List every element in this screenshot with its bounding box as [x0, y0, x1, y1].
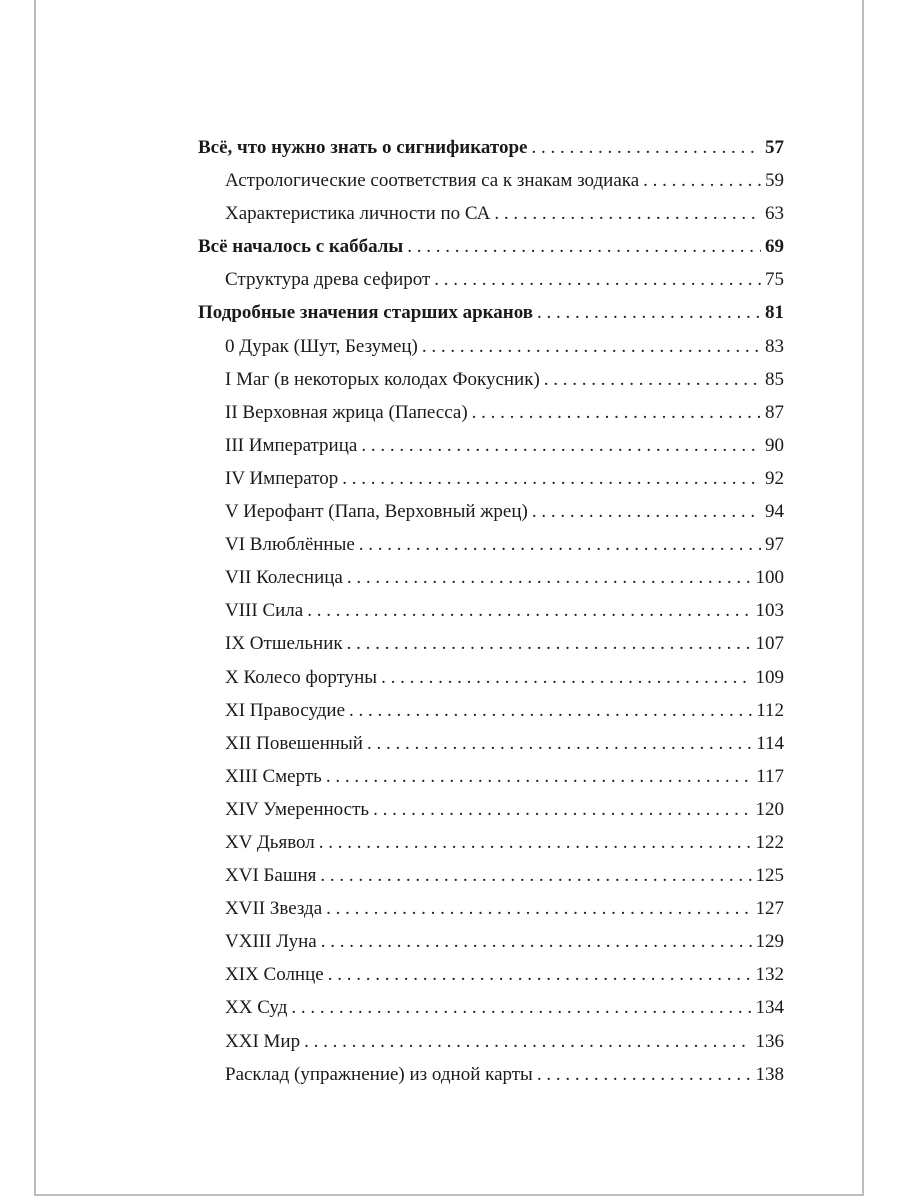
toc-subsection-entry	[198, 197, 784, 230]
toc-page-number: 57	[765, 137, 784, 158]
toc-subsection-entry	[198, 793, 784, 826]
toc-subsection-entry	[198, 429, 784, 462]
toc-page-number: 129	[755, 931, 784, 953]
toc-entry-title: Подробные значения старших арканов	[198, 302, 534, 324]
toc-subsection-entry	[198, 925, 784, 958]
toc-dot-leader	[349, 694, 752, 727]
toc-page-number: 136	[755, 1030, 784, 1052]
toc-dot-leader	[320, 859, 751, 892]
toc-page-number: 83	[765, 335, 784, 357]
toc-dot-leader	[307, 594, 751, 627]
toc-page-number: 59	[765, 170, 784, 192]
toc-entry-title: VXIII Луна	[225, 931, 317, 953]
toc-entry-title: XIX Солнце	[225, 964, 324, 986]
toc-subsection-entry	[198, 859, 784, 892]
toc-subsection-entry	[198, 263, 784, 296]
toc-subsection-entry	[198, 1058, 784, 1091]
toc-dot-leader	[342, 462, 761, 495]
toc-dot-leader	[407, 230, 761, 263]
toc-dot-leader	[347, 561, 752, 594]
toc-entry-title: XVI Башня	[225, 865, 317, 887]
toc-dot-leader	[381, 661, 751, 694]
toc-subsection-entry	[198, 528, 784, 561]
toc-page-number: 117	[756, 765, 784, 787]
toc-entry-title: XIII Смерть	[225, 765, 322, 787]
toc-dot-leader	[361, 429, 761, 462]
toc-page-number: 85	[765, 368, 784, 390]
toc-entry-title: III Императрица	[225, 434, 358, 456]
toc-dot-leader	[304, 1025, 751, 1058]
toc-entry-title: XXI Мир	[225, 1030, 301, 1052]
toc-dot-leader	[326, 892, 751, 925]
toc-page-number: 127	[755, 898, 784, 920]
toc-page-number: 75	[765, 269, 784, 291]
toc-subsection-entry	[198, 462, 784, 495]
toc-entry-title: II Верховная жрица (Папесса)	[225, 401, 468, 423]
toc-dot-leader	[472, 396, 761, 429]
toc-entry-title: Всё началось с каббалы	[198, 236, 404, 258]
toc-entry-title: XII Повешенный	[225, 732, 363, 754]
toc-dot-leader	[321, 925, 752, 958]
toc-dot-leader	[367, 727, 752, 760]
toc-page-number: 92	[765, 467, 784, 489]
toc-subsection-entry	[198, 330, 784, 363]
toc-page-number: 69	[765, 236, 784, 258]
toc-dot-leader	[319, 826, 752, 859]
toc-entry-title: Структура древа сефирот	[225, 269, 431, 291]
toc-section-entry	[198, 131, 784, 164]
toc-dot-leader	[291, 991, 751, 1024]
toc-subsection-entry	[198, 1025, 784, 1058]
toc-page-number: 100	[755, 567, 784, 589]
toc-dot-leader	[544, 363, 761, 396]
toc-entry-title: Характеристика личности по СА	[225, 203, 491, 225]
toc-page-number: 125	[755, 865, 784, 887]
toc-entry-title: XI Правосудие	[225, 699, 346, 721]
toc-page-number: 87	[765, 401, 784, 423]
toc-page-number: 81	[765, 302, 784, 324]
toc-entry-title: Всё, что нужно знать о сигнификаторе	[198, 137, 528, 158]
toc-subsection-entry	[198, 164, 784, 197]
toc-section-entry	[198, 230, 784, 263]
toc-subsection-entry	[198, 495, 784, 528]
toc-page-number: 122	[755, 831, 784, 853]
toc-entry-title: VIII Сила	[225, 600, 304, 622]
toc-page-number: 97	[765, 534, 784, 556]
toc-page-number: 138	[755, 1063, 784, 1085]
toc-page-number: 90	[765, 434, 784, 456]
toc-dot-leader	[328, 958, 752, 991]
toc-subsection-entry	[198, 561, 784, 594]
toc-page-number: 134	[755, 997, 784, 1019]
toc-dot-leader	[373, 793, 751, 826]
toc-entry-title: I Маг (в некоторых колодах Фокусник)	[225, 368, 540, 390]
toc-entry-title: Астрологические соответствия са к знакам зодиака	[225, 170, 640, 192]
toc-subsection-entry	[198, 363, 784, 396]
toc-dot-leader	[422, 330, 761, 363]
toc-dot-leader	[434, 263, 761, 296]
toc-subsection-entry	[198, 991, 784, 1024]
toc-subsection-entry	[198, 826, 784, 859]
toc-page-number: 94	[765, 501, 784, 523]
toc-page-number: 132	[755, 964, 784, 986]
toc-section-entry	[198, 296, 784, 329]
toc-subsection-entry	[198, 594, 784, 627]
toc-subsection-entry	[198, 694, 784, 727]
toc-subsection-entry	[198, 760, 784, 793]
toc-dot-leader	[532, 495, 761, 528]
toc-dot-leader	[531, 131, 761, 164]
toc-entry-title: XV Дьявол	[225, 831, 315, 853]
toc-page-number: 103	[755, 600, 784, 622]
toc-entry-title: VII Колесница	[225, 567, 343, 589]
toc-entry-title: XX Суд	[225, 997, 288, 1019]
toc-entry-title: V Иерофант (Папа, Верховный жрец)	[225, 501, 528, 523]
toc-dot-leader	[537, 296, 761, 329]
toc-dot-leader	[494, 197, 761, 230]
toc-subsection-entry	[198, 627, 784, 660]
toc-page-number: 120	[755, 798, 784, 820]
toc-page-number: 112	[756, 699, 784, 721]
book-page	[34, 0, 864, 1196]
toc-entry-title: 0 Дурак (Шут, Безумец)	[225, 335, 418, 357]
toc-page-number: 63	[765, 203, 784, 225]
toc-subsection-entry	[198, 727, 784, 760]
toc-entry-title: Расклад (упражнение) из одной карты	[225, 1063, 533, 1085]
toc-page-number: 107	[755, 633, 784, 655]
toc-entry-title: IV Император	[225, 467, 339, 489]
toc-dot-leader	[359, 528, 761, 561]
toc-subsection-entry	[198, 661, 784, 694]
toc-entry-title: XVII Звезда	[225, 898, 323, 920]
toc-subsection-entry	[198, 892, 784, 925]
toc-subsection-entry	[198, 396, 784, 429]
toc-dot-leader	[326, 760, 752, 793]
toc-subsection-entry	[198, 958, 784, 991]
toc-entry-title: X Колесо фортуны	[225, 666, 378, 688]
toc-page-number: 114	[756, 732, 784, 754]
toc-dot-leader	[643, 164, 761, 197]
toc-dot-leader	[537, 1058, 752, 1091]
table-of-contents	[198, 131, 784, 1091]
toc-page-number: 109	[755, 666, 784, 688]
toc-entry-title: VI Влюблённые	[225, 534, 355, 556]
toc-entry-title: IX Отшельник	[225, 633, 343, 655]
toc-dot-leader	[347, 627, 752, 660]
toc-entry-title: XIV Умеренность	[225, 798, 370, 820]
